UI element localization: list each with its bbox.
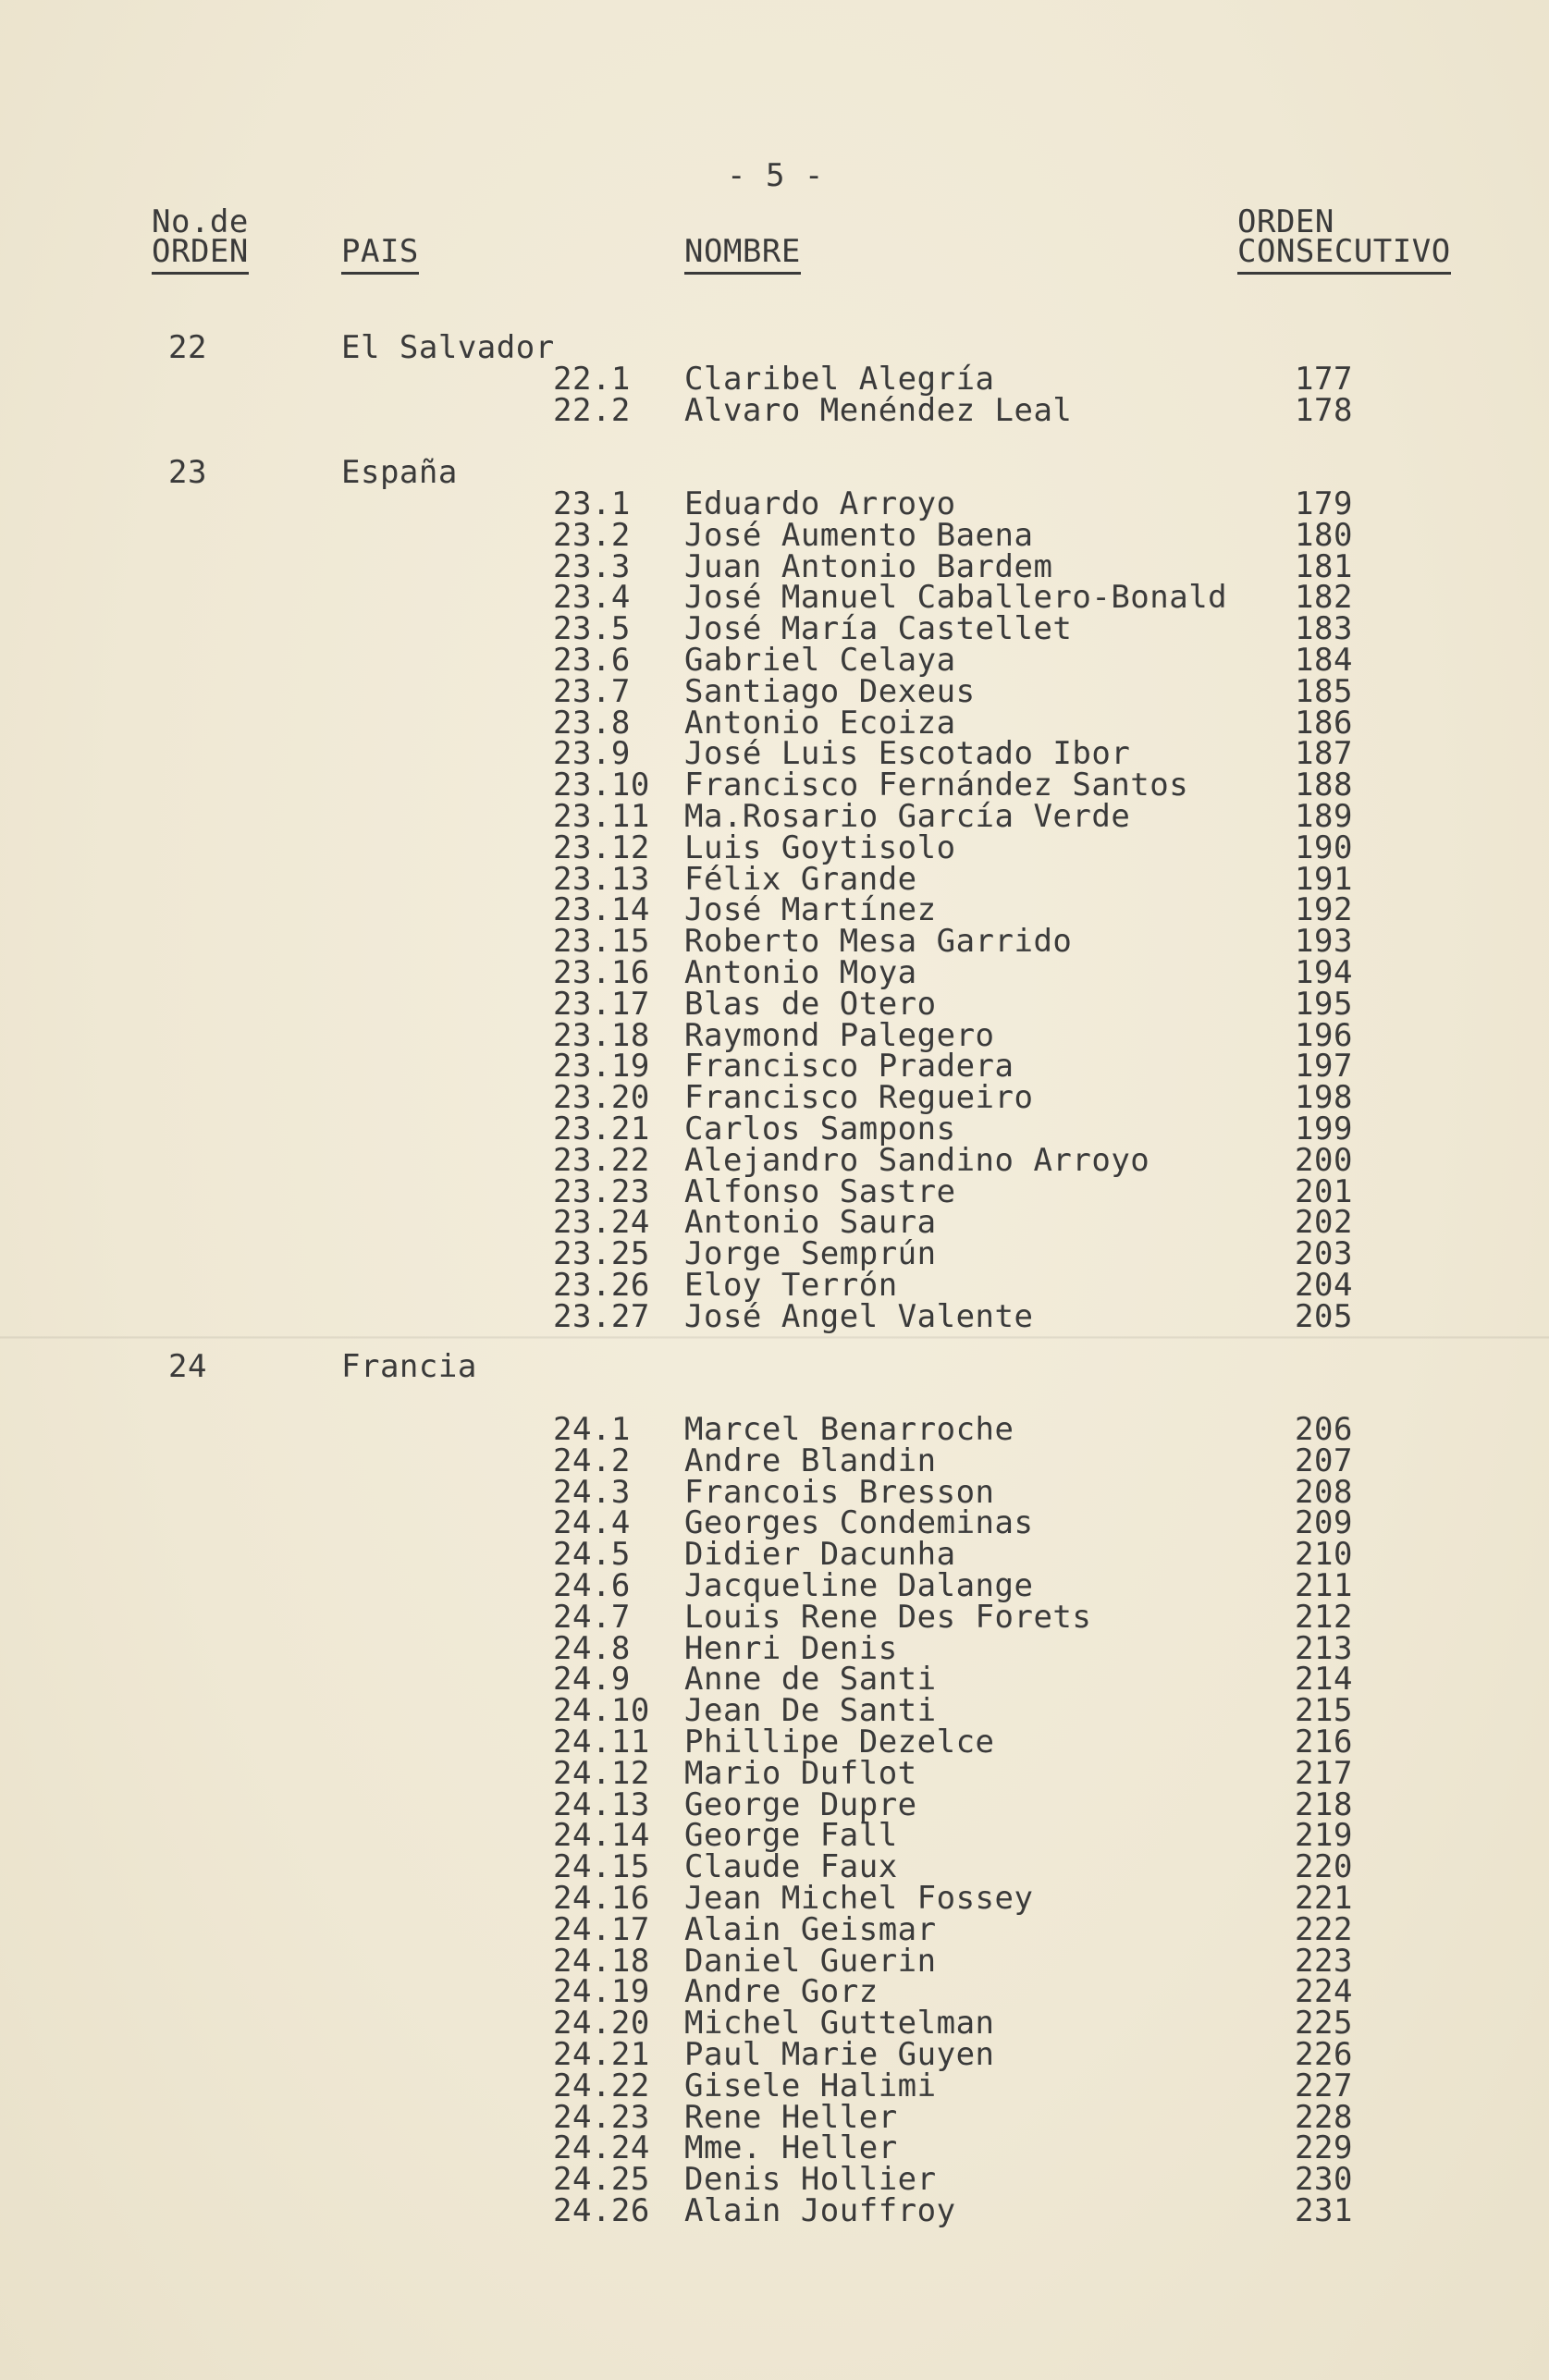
entry-subnumber: 24.23 xyxy=(553,2098,650,2136)
entry-consecutive: 227 xyxy=(1295,2067,1353,2104)
entry-subnumber: 24.13 xyxy=(553,1785,650,1823)
entry-row xyxy=(0,1267,1549,1304)
entry-row xyxy=(0,642,1549,679)
entry-row xyxy=(0,1567,1549,1604)
entry-consecutive: 191 xyxy=(1295,860,1353,898)
entry-name: José Manuel Caballero-Bonald xyxy=(684,579,1228,617)
entry-name: Ma.Rosario García Verde xyxy=(684,798,1131,835)
entry-row xyxy=(0,1504,1549,1542)
entry-name: Mme. Heller xyxy=(684,2129,898,2167)
entry-subnumber: 23.14 xyxy=(553,891,650,929)
entry-subnumber: 24.12 xyxy=(553,1754,650,1792)
entry-name: Antonio Ecoiza xyxy=(684,704,956,742)
entry-subnumber: 24.6 xyxy=(553,1567,631,1604)
entry-row xyxy=(0,2005,1549,2043)
entry-name: José Angel Valente xyxy=(684,1297,1034,1335)
entry-row xyxy=(0,1297,1549,1335)
entry-name: Gisele Halimi xyxy=(684,2067,937,2104)
entry-consecutive: 188 xyxy=(1295,767,1353,804)
entry-subnumber: 24.20 xyxy=(553,2005,650,2043)
entry-consecutive: 178 xyxy=(1295,391,1353,429)
entry-subnumber: 23.12 xyxy=(553,828,650,866)
country-row xyxy=(0,1348,1549,1385)
entry-consecutive: 187 xyxy=(1295,735,1353,773)
entry-row xyxy=(0,1785,1549,1823)
entry-subnumber: 23.7 xyxy=(553,672,631,710)
entry-row xyxy=(0,2161,1549,2199)
entry-consecutive: 199 xyxy=(1295,1110,1353,1147)
entry-row xyxy=(0,1110,1549,1147)
entry-row xyxy=(0,1411,1549,1448)
entry-name: Daniel Guerin xyxy=(684,1942,937,1980)
entry-subnumber: 23.4 xyxy=(553,579,631,617)
entry-row xyxy=(0,391,1549,429)
entry-name: George Dupre xyxy=(684,1785,917,1823)
entry-name: José Aumento Baena xyxy=(684,516,1034,554)
entry-name: Didier Dacunha xyxy=(684,1536,956,1574)
entry-consecutive: 224 xyxy=(1295,1973,1353,2011)
entry-subnumber: 23.25 xyxy=(553,1235,650,1273)
entry-consecutive: 206 xyxy=(1295,1411,1353,1448)
entry-name: Alejandro Sandino Arroyo xyxy=(684,1141,1150,1179)
entry-name: Antonio Moya xyxy=(684,954,917,991)
entry-subnumber: 23.16 xyxy=(553,954,650,991)
country-name: España xyxy=(341,454,458,491)
entry-consecutive: 197 xyxy=(1295,1048,1353,1086)
entry-name: Luis Goytisolo xyxy=(684,828,956,866)
entry-subnumber: 23.19 xyxy=(553,1048,650,1086)
entry-name: Gabriel Celaya xyxy=(684,642,956,679)
entry-name: Eloy Terrón xyxy=(684,1267,898,1304)
entry-name: Jacqueline Dalange xyxy=(684,1567,1034,1604)
entry-name: Jorge Semprún xyxy=(684,1235,937,1273)
entry-name: Francisco Regueiro xyxy=(684,1079,1034,1117)
entry-name: Jean De Santi xyxy=(684,1692,937,1730)
entry-row xyxy=(0,1724,1549,1760)
entry-row xyxy=(0,1473,1549,1511)
country-number: 22 xyxy=(168,329,207,366)
entry-row xyxy=(0,891,1549,929)
entry-consecutive: 226 xyxy=(1295,2036,1353,2073)
entry-consecutive: 213 xyxy=(1295,1629,1353,1667)
entry-name: Claribel Alegría xyxy=(684,361,995,398)
entry-row xyxy=(0,1235,1549,1273)
entry-row xyxy=(0,547,1549,585)
entry-consecutive: 192 xyxy=(1295,891,1353,929)
entry-consecutive: 202 xyxy=(1295,1204,1353,1242)
entry-consecutive: 228 xyxy=(1295,2098,1353,2136)
entry-name: Alain Jouffroy xyxy=(684,2192,956,2229)
entry-subnumber: 23.22 xyxy=(553,1141,650,1179)
entry-consecutive: 215 xyxy=(1295,1692,1353,1730)
entry-consecutive: 211 xyxy=(1295,1567,1353,1604)
entry-name: Anne de Santi xyxy=(684,1661,937,1699)
entry-name: Roberto Mesa Garrido xyxy=(684,923,1073,961)
entry-consecutive: 183 xyxy=(1295,610,1353,648)
entry-row xyxy=(0,1536,1549,1574)
entry-name: George Fall xyxy=(684,1817,898,1855)
entry-consecutive: 209 xyxy=(1295,1504,1353,1542)
entry-row xyxy=(0,2129,1549,2167)
entry-row xyxy=(0,985,1549,1023)
entry-subnumber: 23.17 xyxy=(553,985,650,1023)
entry-consecutive: 216 xyxy=(1295,1724,1353,1760)
entry-row xyxy=(0,361,1549,398)
entry-row xyxy=(0,579,1549,617)
entry-subnumber: 24.25 xyxy=(553,2161,650,2199)
entry-name: Jean Michel Fossey xyxy=(684,1880,1034,1917)
entry-subnumber: 22.1 xyxy=(553,361,631,398)
entry-consecutive: 225 xyxy=(1295,2005,1353,2043)
entry-subnumber: 24.3 xyxy=(553,1473,631,1511)
country-name: Francia xyxy=(341,1348,477,1385)
entry-row xyxy=(0,1441,1549,1479)
entry-subnumber: 23.2 xyxy=(553,516,631,554)
entry-row xyxy=(0,1754,1549,1792)
entry-row xyxy=(0,2098,1549,2136)
entry-consecutive: 217 xyxy=(1295,1754,1353,1792)
entry-consecutive: 229 xyxy=(1295,2129,1353,2167)
entry-row xyxy=(0,610,1549,648)
entry-row xyxy=(0,1598,1549,1636)
entry-consecutive: 195 xyxy=(1295,985,1353,1023)
entry-name: Francisco Pradera xyxy=(684,1048,1014,1086)
entry-name: Michel Guttelman xyxy=(684,2005,995,2043)
entry-subnumber: 23.5 xyxy=(553,610,631,648)
entry-name: José Martínez xyxy=(684,891,937,929)
entry-name: Andre Gorz xyxy=(684,1973,879,2011)
entry-name: Francisco Fernández Santos xyxy=(684,767,1189,804)
entry-consecutive: 201 xyxy=(1295,1172,1353,1210)
entry-consecutive: 185 xyxy=(1295,672,1353,710)
entry-row xyxy=(0,923,1549,961)
entry-consecutive: 190 xyxy=(1295,828,1353,866)
entry-consecutive: 193 xyxy=(1295,923,1353,961)
entry-consecutive: 177 xyxy=(1295,361,1353,398)
entry-name: Santiago Dexeus xyxy=(684,672,976,710)
entry-row xyxy=(0,485,1549,522)
entry-row xyxy=(0,1204,1549,1242)
entry-name: Louis Rene Des Forets xyxy=(684,1598,1092,1636)
entry-row xyxy=(0,954,1549,991)
entry-row xyxy=(0,735,1549,773)
entry-consecutive: 220 xyxy=(1295,1848,1353,1886)
entry-subnumber: 23.23 xyxy=(553,1172,650,1210)
entry-row xyxy=(0,767,1549,804)
entry-subnumber: 24.8 xyxy=(553,1629,631,1667)
entry-row xyxy=(0,1942,1549,1980)
entry-name: José María Castellet xyxy=(684,610,1073,648)
entry-row xyxy=(0,1692,1549,1730)
entry-name: Denis Hollier xyxy=(684,2161,937,2199)
entry-subnumber: 23.3 xyxy=(553,547,631,585)
entry-row xyxy=(0,1629,1549,1667)
entry-consecutive: 212 xyxy=(1295,1598,1353,1636)
entry-subnumber: 24.17 xyxy=(553,1910,650,1948)
entry-name: Félix Grande xyxy=(684,860,917,898)
entry-name: Alfonso Sastre xyxy=(684,1172,956,1210)
entry-subnumber: 24.21 xyxy=(553,2036,650,2073)
entry-consecutive: 222 xyxy=(1295,1910,1353,1948)
entry-consecutive: 198 xyxy=(1295,1079,1353,1117)
entry-row xyxy=(0,704,1549,742)
entry-row xyxy=(0,672,1549,710)
country-row xyxy=(0,454,1549,491)
header-no-orden-line2: ORDEN xyxy=(152,233,249,275)
entry-consecutive: 189 xyxy=(1295,798,1353,835)
entry-subnumber: 22.2 xyxy=(553,391,631,429)
entry-row xyxy=(0,1880,1549,1917)
entry-consecutive: 182 xyxy=(1295,579,1353,617)
entry-subnumber: 24.26 xyxy=(553,2192,650,2229)
entry-name: Paul Marie Guyen xyxy=(684,2036,995,2073)
entry-name: Carlos Sampons xyxy=(684,1110,956,1147)
entry-name: Henri Denis xyxy=(684,1629,898,1667)
entry-consecutive: 208 xyxy=(1295,1473,1353,1511)
entry-name: Phillipe Dezelce xyxy=(684,1724,995,1760)
entry-name: Juan Antonio Bardem xyxy=(684,547,1053,585)
entry-name: Claude Faux xyxy=(684,1848,898,1886)
entry-name: Eduardo Arroyo xyxy=(684,485,956,522)
entry-subnumber: 24.24 xyxy=(553,2129,650,2167)
entry-name: Francois Bresson xyxy=(684,1473,995,1511)
entry-consecutive: 205 xyxy=(1295,1297,1353,1335)
entry-subnumber: 24.9 xyxy=(553,1661,631,1699)
entry-consecutive: 181 xyxy=(1295,547,1353,585)
entry-subnumber: 23.21 xyxy=(553,1110,650,1147)
entry-consecutive: 194 xyxy=(1295,954,1353,991)
entry-consecutive: 218 xyxy=(1295,1785,1353,1823)
entry-name: Raymond Palegero xyxy=(684,1016,995,1054)
entry-row xyxy=(0,1172,1549,1210)
entry-subnumber: 24.4 xyxy=(553,1504,631,1542)
entry-row xyxy=(0,1141,1549,1179)
entry-row xyxy=(0,1661,1549,1699)
page-number: - 5 - xyxy=(727,157,824,194)
entry-subnumber: 24.2 xyxy=(553,1441,631,1479)
entry-name: Rene Heller xyxy=(684,2098,898,2136)
country-number: 23 xyxy=(168,454,207,491)
entry-row xyxy=(0,1016,1549,1054)
entry-subnumber: 24.11 xyxy=(553,1724,650,1760)
entry-subnumber: 24.22 xyxy=(553,2067,650,2104)
entry-consecutive: 219 xyxy=(1295,1817,1353,1855)
entry-consecutive: 223 xyxy=(1295,1942,1353,1980)
entry-consecutive: 179 xyxy=(1295,485,1353,522)
entry-consecutive: 204 xyxy=(1295,1267,1353,1304)
entry-subnumber: 23.9 xyxy=(553,735,631,773)
entry-subnumber: 23.24 xyxy=(553,1204,650,1242)
entry-consecutive: 214 xyxy=(1295,1661,1353,1699)
entry-row xyxy=(0,1910,1549,1948)
entry-row xyxy=(0,516,1549,554)
header-nombre: NOMBRE xyxy=(684,233,801,275)
country-name: El Salvador xyxy=(341,329,555,366)
entry-row xyxy=(0,1048,1549,1086)
entry-subnumber: 23.20 xyxy=(553,1079,650,1117)
entry-row xyxy=(0,1079,1549,1117)
entry-name: Alvaro Menéndez Leal xyxy=(684,391,1073,429)
entry-name: Antonio Saura xyxy=(684,1204,937,1242)
entry-subnumber: 23.18 xyxy=(553,1016,650,1054)
entry-row xyxy=(0,1848,1549,1886)
entry-subnumber: 24.7 xyxy=(553,1598,631,1636)
entry-consecutive: 210 xyxy=(1295,1536,1353,1574)
entry-name: Blas de Otero xyxy=(684,985,937,1023)
entry-name: Alain Geismar xyxy=(684,1910,937,1948)
entry-name: Marcel Benarroche xyxy=(684,1411,1014,1448)
entry-row xyxy=(0,2067,1549,2104)
entry-subnumber: 24.19 xyxy=(553,1973,650,2011)
header-orden-line2: CONSECUTIVO xyxy=(1237,233,1451,275)
entry-subnumber: 24.5 xyxy=(553,1536,631,1574)
entry-subnumber: 23.8 xyxy=(553,704,631,742)
entry-subnumber: 23.1 xyxy=(553,485,631,522)
entry-consecutive: 231 xyxy=(1295,2192,1353,2229)
entry-name: José Luis Escotado Ibor xyxy=(684,735,1131,773)
entry-consecutive: 196 xyxy=(1295,1016,1353,1054)
entry-subnumber: 23.10 xyxy=(553,767,650,804)
entry-subnumber: 24.10 xyxy=(553,1692,650,1730)
entry-subnumber: 23.26 xyxy=(553,1267,650,1304)
entry-consecutive: 200 xyxy=(1295,1141,1353,1179)
entry-row xyxy=(0,2192,1549,2229)
country-row xyxy=(0,329,1549,366)
entry-subnumber: 23.15 xyxy=(553,923,650,961)
entry-row xyxy=(0,1817,1549,1855)
entry-consecutive: 230 xyxy=(1295,2161,1353,2199)
entry-row xyxy=(0,828,1549,866)
entry-row xyxy=(0,1973,1549,2011)
entry-subnumber: 24.1 xyxy=(553,1411,631,1448)
entry-consecutive: 203 xyxy=(1295,1235,1353,1273)
entry-row xyxy=(0,2036,1549,2073)
entry-consecutive: 184 xyxy=(1295,642,1353,679)
entry-subnumber: 24.16 xyxy=(553,1880,650,1917)
entry-subnumber: 24.15 xyxy=(553,1848,650,1886)
entry-name: Georges Condeminas xyxy=(684,1504,1034,1542)
entry-name: Mario Duflot xyxy=(684,1754,917,1792)
entry-subnumber: 23.11 xyxy=(553,798,650,835)
entry-consecutive: 186 xyxy=(1295,704,1353,742)
header-no-orden-line1: No.de xyxy=(152,203,249,240)
country-number: 24 xyxy=(168,1348,207,1385)
header-pais: PAIS xyxy=(341,233,419,275)
entry-name: Andre Blandin xyxy=(684,1441,937,1479)
entry-row xyxy=(0,860,1549,898)
entry-consecutive: 207 xyxy=(1295,1441,1353,1479)
header-orden-line1: ORDEN xyxy=(1237,203,1334,240)
entry-subnumber: 24.18 xyxy=(553,1942,650,1980)
entry-subnumber: 23.13 xyxy=(553,860,650,898)
entry-consecutive: 180 xyxy=(1295,516,1353,554)
entry-subnumber: 24.14 xyxy=(553,1817,650,1855)
entry-subnumber: 23.6 xyxy=(553,642,631,679)
entry-consecutive: 221 xyxy=(1295,1880,1353,1917)
entry-subnumber: 23.27 xyxy=(553,1297,650,1335)
entry-row xyxy=(0,798,1549,835)
